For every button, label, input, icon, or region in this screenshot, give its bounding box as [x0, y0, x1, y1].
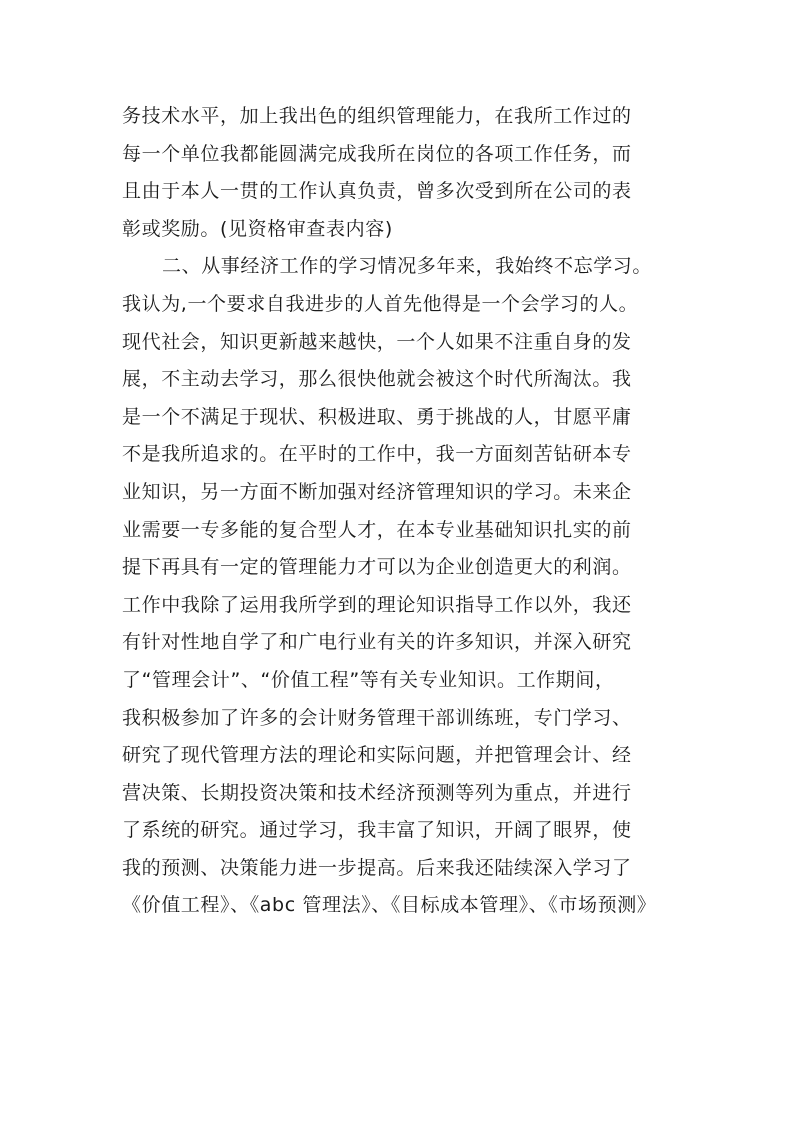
text-line: 现代社会，知识更新越来越快，一个人如果不注重自身的发	[122, 330, 632, 353]
text-line: 了系统的研究。通过学习，我丰富了知识，开阔了眼界，使	[122, 819, 632, 842]
text-line: 彰或奖励。(见资格审查表内容)	[122, 217, 393, 240]
section-heading-line: 二、从事经济工作的学习情况多年来，我始终不忘学习。	[162, 255, 653, 278]
text-line: 《价值工程》、《abc 管理法》、《目标成本管理》、《市场预测》	[122, 894, 657, 917]
text-line: 了“管理会计”、“价值工程”等有关专业知识。工作期间，	[122, 668, 615, 691]
text-line: 务技术水平，加上我出色的组织管理能力，在我所工作过的	[122, 105, 632, 127]
text-line: 营决策、长期投资决策和技术经济预测等列为重点，并进行	[122, 781, 632, 804]
text-line: 我认为,一个要求自我进步的人首先他得是一个会学习的人。	[122, 292, 639, 315]
text-line: 业需要一专多能的复合型人才，在本专业基础知识扎实的前	[122, 518, 632, 541]
text-line: 每一个单位我都能圆满完成我所在岗位的各项工作任务，而	[122, 142, 632, 165]
text-line: 业知识，另一方面不断加强对经济管理知识的学习。未来企	[122, 480, 632, 503]
text-line: 有针对性地自学了和广电行业有关的许多知识，并深入研究	[122, 631, 632, 654]
text-line: 研究了现代管理方法的理论和实际问题，并把管理会计、经	[122, 744, 632, 767]
text-line: 提下再具有一定的管理能力才可以为企业创造更大的利润。	[122, 556, 632, 579]
text-line: 工作中我除了运用我所学到的理论知识指导工作以外，我还	[122, 593, 632, 616]
text-line: 且由于本人一贯的工作认真负责，曾多次受到所在公司的表	[122, 180, 632, 203]
text-line: 我的预测、决策能力进一步提高。后来我还陆续深入学习了	[122, 856, 632, 879]
body-text	[122, 98, 682, 925]
text-line: 不是我所追求的。在平时的工作中，我一方面刻苦钻研本专	[122, 443, 632, 466]
text-line: 我积极参加了许多的会计财务管理干部训练班，专门学习、	[122, 706, 632, 729]
text-line: 展，不主动去学习，那么很快他就会被这个时代所淘汰。我	[122, 368, 632, 391]
text-line: 是一个不满足于现状、积极进取、勇于挑战的人，甘愿平庸	[122, 405, 632, 428]
